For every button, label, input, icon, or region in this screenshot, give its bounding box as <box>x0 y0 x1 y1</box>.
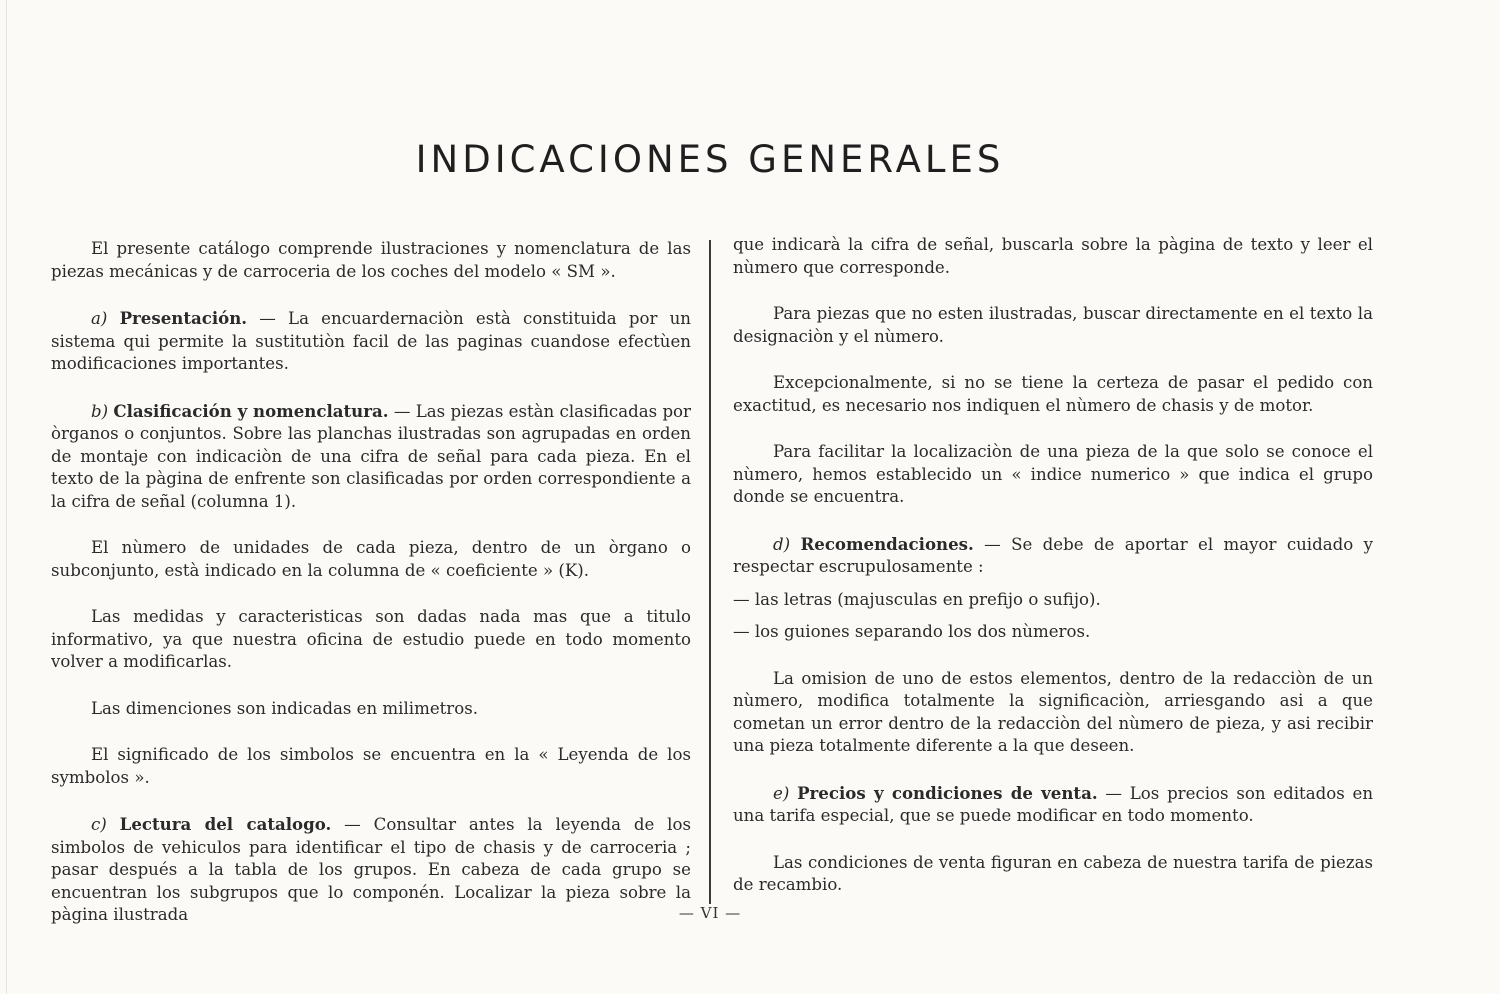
section-label: e) <box>773 783 790 803</box>
paragraph-precios <box>733 782 1373 828</box>
column-divider <box>709 240 711 904</box>
section-label: b) <box>91 401 109 421</box>
page-title: INDICACIONES GENERALES <box>415 138 1005 181</box>
paragraph-dimenciones: Las dimenciones son indicadas en milimetros. <box>91 698 479 718</box>
paragraph-condiciones: Las condiciones de venta figuran en cabeza de nuestra tarifa de piezas de recambio. <box>733 852 1373 894</box>
paragraph-omision: La omision de uno de estos elementos, dentro de la redacciòn de un nùmero, modifica totalmente la significaciòn, arriesgando asi a que cometan un error dentro de la redacciòn del nùmero de pieza, y asi recibir una pieza totalmente diferente a la que deseen. <box>733 668 1373 755</box>
section-heading: Clasificación y nomenclatura. <box>113 400 389 421</box>
paragraph-medidas: Las medidas y caracteristicas son dadas nada mas que a titulo informativo, ya que nuestra oficina de estudio puede en todo momento volver a modificarlas. <box>51 607 691 671</box>
paragraph-unidades: El nùmero de unidades de cada pieza, dentro de un òrgano o subconjunto, està indicado en la columna de « coeficiente » (K). <box>51 538 691 580</box>
paragraph-no-ilustradas: Para piezas que no esten ilustradas, buscar directamente en el texto la designaciòn y el nùmero. <box>733 304 1373 346</box>
paragraph-intro: El presente catálogo comprende ilustraciones y nomenclatura de las piezas mecánicas y de carroceria de los coches del modelo « SM ». <box>51 239 691 281</box>
section-label: d) <box>773 534 791 554</box>
paragraph-clasificacion <box>51 400 691 514</box>
paragraph-excepcionalmente: Excepcionalmente, si no se tiene la certeza de pasar el pedido con exactitud, es necesario nos indiquen el nùmero de chasis y de motor. <box>733 373 1373 415</box>
paragraph-continuation: que indicarà la cifra de señal, buscarla sobre la pàgina de texto y leer el nùmero que corresponde. <box>733 235 1373 277</box>
paragraph-recomendaciones <box>733 533 1373 579</box>
paragraph-indice: Para facilitar la localizaciòn de una pieza de la que solo se conoce el nùmero, hemos establecido un « indice numerico » que indica el grupo donde se encuentra. <box>733 442 1373 506</box>
left-column <box>51 238 691 927</box>
section-text: — Los precios son editados en una tarifa especial, que se puede modificar en todo momento. <box>733 783 1374 825</box>
section-text: — La encuardernaciòn està constituida por un sistema qui permite la sustitutiòn facil de las paginas cuandose efectùen modificaciones importantes. <box>51 309 691 373</box>
paragraph-presentacion <box>51 307 691 376</box>
section-heading: Lectura del catalogo. <box>119 814 332 834</box>
section-text: — Las piezas estàn clasificadas por òrganos o conjuntos. Sobre las planchas ilustradas son agrupadas en orden de montaje con indicaciòn de una cifra de señal para cada pieza. En el texto de la pàgina de enfrente son clasificadas por orden correspondiente a la cifra de señal (columna 1). <box>51 401 691 511</box>
paragraph-simbolos: El significado de los simbolos se encuentra en la « Leyenda de los symbolos ». <box>51 745 691 787</box>
section-text: — Consultar antes la leyenda de los simbolos de vehiculos para identificar el tipo de chasis y de carroceria ; pasar después a la tabla de los grupos. En cabeza de cada grupo se encuentran los subgrupos que lo componén. Localizar la pieza sobre la pàgina ilustrada <box>51 815 691 924</box>
section-label: a) <box>91 309 108 328</box>
section-label: c) <box>91 815 107 834</box>
section-text: — Se debe de aportar el mayor cuidado y respectar escrupulosamente : <box>733 534 1373 576</box>
bullet-letras: — las letras (majusculas en prefijo o sufijo). <box>733 589 1101 609</box>
section-heading: Precios y condiciones de venta. <box>797 782 1098 803</box>
page-number: — VI — <box>678 904 742 922</box>
section-heading: Recomendaciones. <box>800 533 974 554</box>
bullet-guiones: — los guiones separando los dos nùmeros. <box>733 622 1091 641</box>
right-column <box>733 234 1373 897</box>
section-heading: Presentación. <box>119 308 248 328</box>
